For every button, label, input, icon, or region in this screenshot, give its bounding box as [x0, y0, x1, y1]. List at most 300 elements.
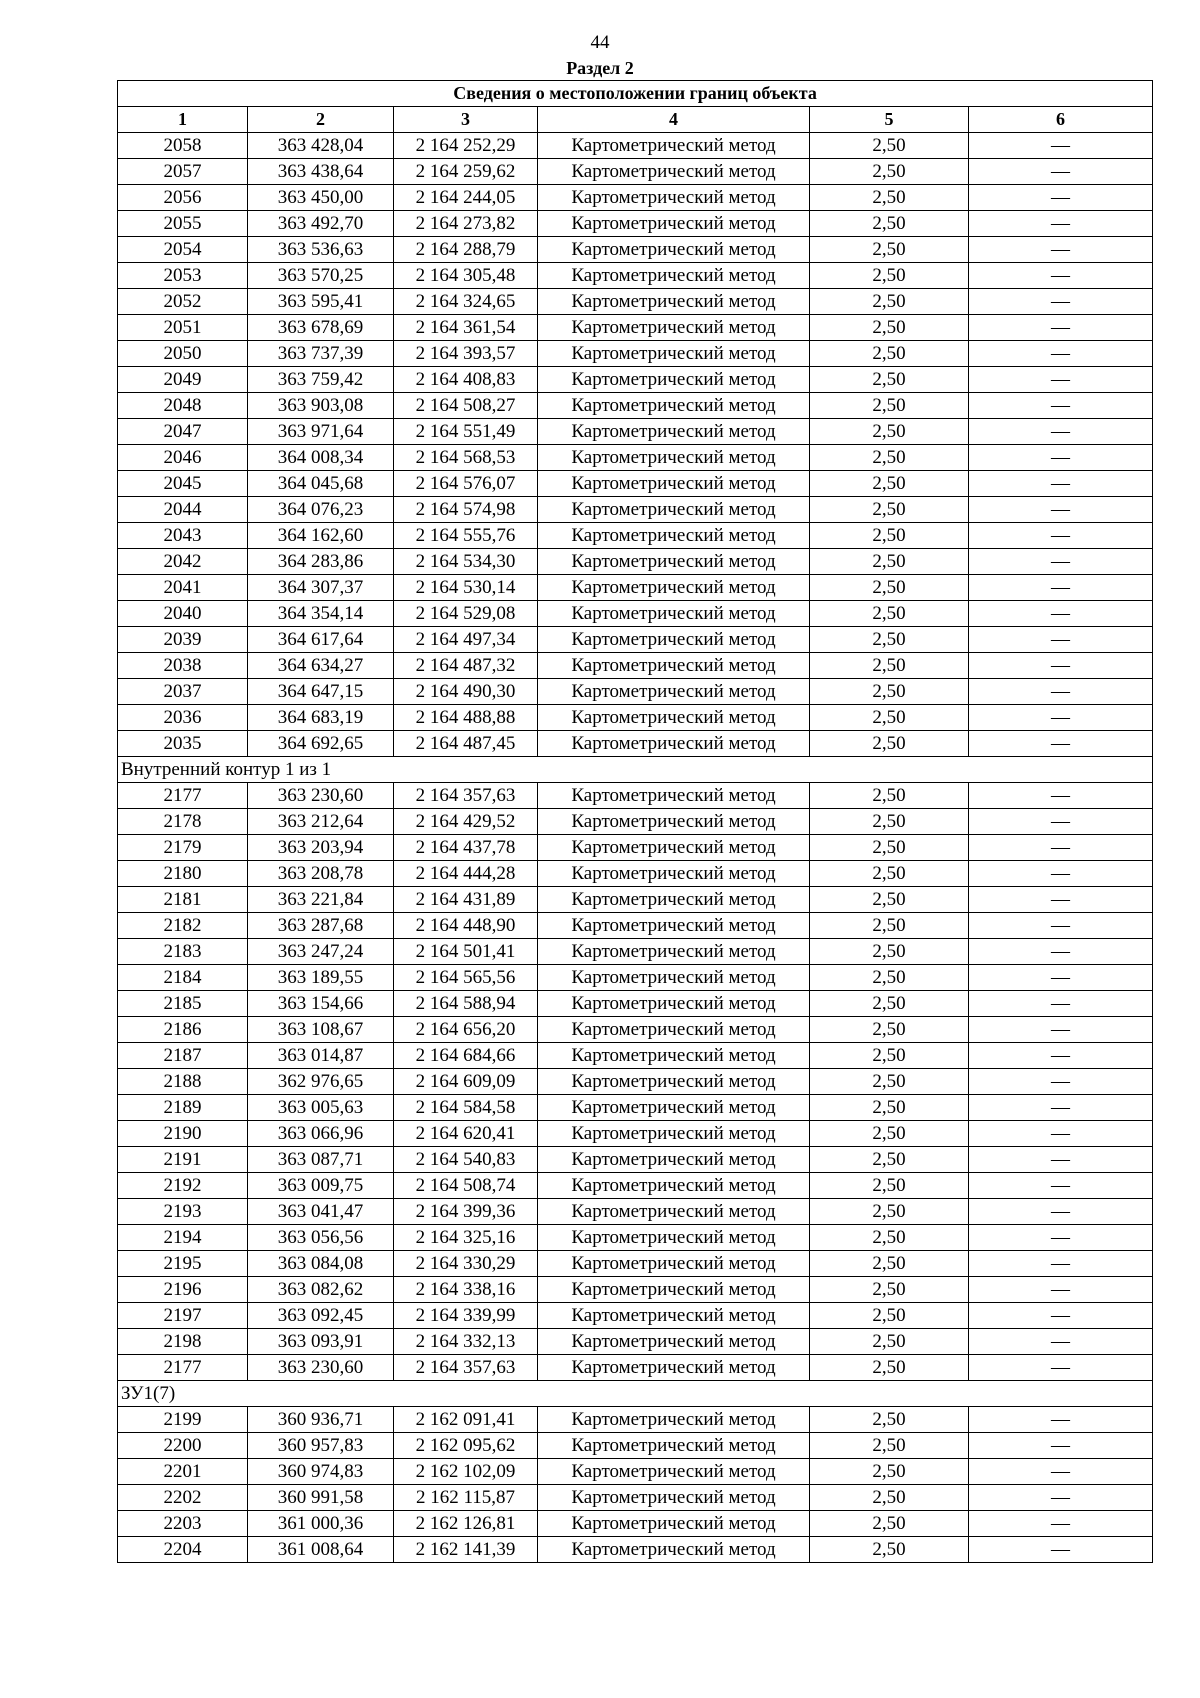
table-row [118, 575, 1153, 601]
table-cell: — [969, 601, 1153, 627]
table-cell: 364 692,65 [248, 731, 394, 757]
table-cell: 2180 [118, 861, 248, 887]
table-cell: 363 595,41 [248, 289, 394, 315]
table-cell: 2,50 [810, 653, 969, 679]
table-cell: 364 008,34 [248, 445, 394, 471]
column-header-row [118, 107, 1153, 133]
table-cell: 2,50 [810, 523, 969, 549]
table-cell: 2 164 444,28 [394, 861, 538, 887]
table-cell: 2204 [118, 1537, 248, 1563]
table-cell: Картометрический метод [538, 1537, 810, 1563]
table-cell: 2,50 [810, 1329, 969, 1355]
table-cell: 2197 [118, 1303, 248, 1329]
table-cell: 362 976,65 [248, 1069, 394, 1095]
table-cell: 2183 [118, 939, 248, 965]
table-cell: 2,50 [810, 1173, 969, 1199]
table-cell: 2,50 [810, 965, 969, 991]
table-cell: 2 164 534,30 [394, 549, 538, 575]
column-header: 5 [810, 107, 969, 133]
table-row [118, 1121, 1153, 1147]
table-cell: Картометрический метод [538, 861, 810, 887]
table-cell: 2,50 [810, 731, 969, 757]
table-cell: 2,50 [810, 1485, 969, 1511]
table-cell: 363 056,56 [248, 1225, 394, 1251]
table-cell: 2,50 [810, 211, 969, 237]
table-cell: Картометрический метод [538, 289, 810, 315]
table-row [118, 1433, 1153, 1459]
table-cell: 2 164 357,63 [394, 1355, 538, 1381]
table-cell: 2 164 393,57 [394, 341, 538, 367]
table-row [118, 1095, 1153, 1121]
table-cell: 2,50 [810, 939, 969, 965]
table-cell: 2,50 [810, 1407, 969, 1433]
table-cell: 2039 [118, 627, 248, 653]
table-row [118, 263, 1153, 289]
table-row [118, 939, 1153, 965]
table-cell: Картометрический метод [538, 1199, 810, 1225]
table-cell: 2,50 [810, 341, 969, 367]
table-cell: 363 247,24 [248, 939, 394, 965]
table-cell: 2,50 [810, 783, 969, 809]
table-cell: Картометрический метод [538, 1511, 810, 1537]
table-row [118, 1329, 1153, 1355]
table-cell: Картометрический метод [538, 1251, 810, 1277]
table-cell: 363 093,91 [248, 1329, 394, 1355]
table-cell: 2,50 [810, 991, 969, 1017]
table-cell: 2 164 244,05 [394, 185, 538, 211]
table-row [118, 367, 1153, 393]
table-cell: — [969, 991, 1153, 1017]
table-cell: 363 221,84 [248, 887, 394, 913]
table-cell: 2 164 399,36 [394, 1199, 538, 1225]
table-cell: 2 162 126,81 [394, 1511, 538, 1537]
table-cell: — [969, 1043, 1153, 1069]
table-cell: Картометрический метод [538, 939, 810, 965]
table-cell: 363 536,63 [248, 237, 394, 263]
table-cell: 2192 [118, 1173, 248, 1199]
table-row [118, 913, 1153, 939]
table-cell: 364 045,68 [248, 471, 394, 497]
table-cell: 363 971,64 [248, 419, 394, 445]
table-title: Сведения о местоположении границ объекта [118, 81, 1153, 107]
table-cell: 2054 [118, 237, 248, 263]
table-cell: 363 230,60 [248, 783, 394, 809]
table-cell: — [969, 913, 1153, 939]
table-cell: Картометрический метод [538, 965, 810, 991]
table-cell: 2047 [118, 419, 248, 445]
table-cell: — [969, 497, 1153, 523]
table-row [118, 861, 1153, 887]
table-cell: — [969, 445, 1153, 471]
table-cell: — [969, 1537, 1153, 1563]
table-row [118, 1537, 1153, 1563]
table-cell: 2,50 [810, 679, 969, 705]
table-cell: Картометрический метод [538, 1433, 810, 1459]
table-row [118, 1277, 1153, 1303]
table-cell: Картометрический метод [538, 679, 810, 705]
table-cell: 2 164 490,30 [394, 679, 538, 705]
table-row [118, 159, 1153, 185]
table-cell: — [969, 653, 1153, 679]
table-cell: 2193 [118, 1199, 248, 1225]
table-cell: — [969, 1095, 1153, 1121]
table-cell: 2052 [118, 289, 248, 315]
table-cell: Картометрический метод [538, 835, 810, 861]
table-row [118, 1173, 1153, 1199]
table-cell: 2 164 339,99 [394, 1303, 538, 1329]
boundary-table [117, 80, 1153, 1563]
table-cell: 2050 [118, 341, 248, 367]
table-cell: Картометрический метод [538, 1121, 810, 1147]
table-cell: — [969, 1407, 1153, 1433]
table-cell: 363 203,94 [248, 835, 394, 861]
table-row [118, 1303, 1153, 1329]
table-cell: 2 164 565,56 [394, 965, 538, 991]
table-cell: 363 041,47 [248, 1199, 394, 1225]
column-header: 4 [538, 107, 810, 133]
table-cell: — [969, 705, 1153, 731]
table-row [118, 237, 1153, 263]
table-row [118, 965, 1153, 991]
table-cell: Картометрический метод [538, 809, 810, 835]
table-cell: 363 230,60 [248, 1355, 394, 1381]
table-row [118, 497, 1153, 523]
table-cell: Картометрический метод [538, 1173, 810, 1199]
table-cell: 363 570,25 [248, 263, 394, 289]
table-cell: 360 991,58 [248, 1485, 394, 1511]
table-cell: Картометрический метод [538, 237, 810, 263]
table-cell: 2 164 330,29 [394, 1251, 538, 1277]
table-cell: 2 164 508,27 [394, 393, 538, 419]
table-cell: 360 936,71 [248, 1407, 394, 1433]
table-cell: Картометрический метод [538, 1095, 810, 1121]
table-cell: — [969, 1147, 1153, 1173]
table-cell: — [969, 211, 1153, 237]
column-header: 6 [969, 107, 1153, 133]
table-body [118, 133, 1153, 1563]
table-cell: 2198 [118, 1329, 248, 1355]
table-row [118, 991, 1153, 1017]
table-cell: — [969, 341, 1153, 367]
table-row [118, 289, 1153, 315]
table-cell: — [969, 965, 1153, 991]
table-cell: Картометрический метод [538, 887, 810, 913]
table-cell: 363 154,66 [248, 991, 394, 1017]
table-cell: Картометрический метод [538, 783, 810, 809]
table-row [118, 679, 1153, 705]
table-cell: Картометрический метод [538, 1017, 810, 1043]
table-cell: 2 164 338,16 [394, 1277, 538, 1303]
table-row [118, 653, 1153, 679]
table-cell: 2 164 684,66 [394, 1043, 538, 1069]
table-cell: 2049 [118, 367, 248, 393]
table-cell: Картометрический метод [538, 367, 810, 393]
table-cell: 363 082,62 [248, 1277, 394, 1303]
table-cell: 360 974,83 [248, 1459, 394, 1485]
table-cell: 2 164 540,83 [394, 1147, 538, 1173]
table-cell: Картометрический метод [538, 1277, 810, 1303]
table-cell: Картометрический метод [538, 445, 810, 471]
table-cell: Картометрический метод [538, 1329, 810, 1355]
table-cell: — [969, 627, 1153, 653]
table-cell: — [969, 575, 1153, 601]
table-cell: — [969, 835, 1153, 861]
table-cell: 2,50 [810, 419, 969, 445]
table-cell: 2 162 095,62 [394, 1433, 538, 1459]
table-cell: 2 164 325,16 [394, 1225, 538, 1251]
table-row [118, 1355, 1153, 1381]
table-row [118, 1147, 1153, 1173]
table-cell: 2,50 [810, 627, 969, 653]
table-cell: 364 307,37 [248, 575, 394, 601]
table-cell: 363 092,45 [248, 1303, 394, 1329]
table-cell: 2056 [118, 185, 248, 211]
table-cell: 363 492,70 [248, 211, 394, 237]
table-cell: 363 438,64 [248, 159, 394, 185]
table-cell: 2 164 357,63 [394, 783, 538, 809]
table-cell: 2 162 141,39 [394, 1537, 538, 1563]
table-cell: 363 287,68 [248, 913, 394, 939]
table-cell: Картометрический метод [538, 211, 810, 237]
table-cell: 2 164 501,41 [394, 939, 538, 965]
table-cell: 363 066,96 [248, 1121, 394, 1147]
table-cell: 2194 [118, 1225, 248, 1251]
table-cell: Картометрический метод [538, 1043, 810, 1069]
table-cell: Картометрический метод [538, 705, 810, 731]
table-cell: 2,50 [810, 1459, 969, 1485]
table-cell: Картометрический метод [538, 133, 810, 159]
table-cell: 2,50 [810, 887, 969, 913]
table-cell: — [969, 549, 1153, 575]
table-cell: Картометрический метод [538, 1485, 810, 1511]
table-cell: 2036 [118, 705, 248, 731]
table-cell: 2 164 488,88 [394, 705, 538, 731]
table-cell: Картометрический метод [538, 627, 810, 653]
table-cell: 2185 [118, 991, 248, 1017]
table-cell: 2,50 [810, 315, 969, 341]
table-cell: 2 164 487,32 [394, 653, 538, 679]
table-cell: 2184 [118, 965, 248, 991]
table-cell: 2,50 [810, 471, 969, 497]
table-cell: 2 164 508,74 [394, 1173, 538, 1199]
table-cell: Картометрический метод [538, 497, 810, 523]
table-cell: 2053 [118, 263, 248, 289]
table-cell: 2048 [118, 393, 248, 419]
table-cell: 2190 [118, 1121, 248, 1147]
table-cell: 2 164 656,20 [394, 1017, 538, 1043]
table-row [118, 731, 1153, 757]
table-row [118, 471, 1153, 497]
table-cell: Картометрический метод [538, 523, 810, 549]
table-cell: — [969, 237, 1153, 263]
table-cell: — [969, 419, 1153, 445]
table-cell: 2041 [118, 575, 248, 601]
table-cell: 2,50 [810, 913, 969, 939]
table-cell: 2,50 [810, 185, 969, 211]
table-row [118, 133, 1153, 159]
table-cell: Картометрический метод [538, 601, 810, 627]
table-cell: 2203 [118, 1511, 248, 1537]
table-cell: — [969, 1121, 1153, 1147]
table-cell: — [969, 809, 1153, 835]
table-cell: Картометрический метод [538, 471, 810, 497]
table-row [118, 1199, 1153, 1225]
table-cell: 2040 [118, 601, 248, 627]
table-cell: 2051 [118, 315, 248, 341]
table-cell: 2058 [118, 133, 248, 159]
table-cell: — [969, 1303, 1153, 1329]
table-cell: Картометрический метод [538, 1355, 810, 1381]
table-cell: 363 450,00 [248, 185, 394, 211]
table-cell: — [969, 1459, 1153, 1485]
table-cell: 363 087,71 [248, 1147, 394, 1173]
table-cell: 2 162 091,41 [394, 1407, 538, 1433]
table-row [118, 601, 1153, 627]
table-row [118, 211, 1153, 237]
table-cell: 2,50 [810, 705, 969, 731]
table-row [118, 627, 1153, 653]
table-cell: 2 164 324,65 [394, 289, 538, 315]
table-cell: 364 634,27 [248, 653, 394, 679]
table-cell: 2 164 408,83 [394, 367, 538, 393]
table-cell: — [969, 1485, 1153, 1511]
table-row [118, 1485, 1153, 1511]
table-cell: 2186 [118, 1017, 248, 1043]
table-cell: 2038 [118, 653, 248, 679]
table-cell: 2177 [118, 1355, 248, 1381]
table-row [118, 445, 1153, 471]
table-cell: 2,50 [810, 1017, 969, 1043]
table-row [118, 185, 1153, 211]
table-row [118, 341, 1153, 367]
table-cell: 363 737,39 [248, 341, 394, 367]
table-row [118, 705, 1153, 731]
table-cell: 2201 [118, 1459, 248, 1485]
table-cell: 2057 [118, 159, 248, 185]
table-cell: 2,50 [810, 549, 969, 575]
table-cell: 2,50 [810, 835, 969, 861]
table-cell: 2 164 429,52 [394, 809, 538, 835]
table-cell: 2,50 [810, 367, 969, 393]
table-cell: 361 000,36 [248, 1511, 394, 1537]
table-cell: — [969, 1511, 1153, 1537]
table-cell: 364 162,60 [248, 523, 394, 549]
table-cell: 2,50 [810, 1043, 969, 1069]
table-cell: — [969, 523, 1153, 549]
table-cell: 2,50 [810, 809, 969, 835]
table-cell: 2178 [118, 809, 248, 835]
table-cell: Картометрический метод [538, 913, 810, 939]
table-cell: 2042 [118, 549, 248, 575]
table-cell: 2 164 252,29 [394, 133, 538, 159]
table-cell: 2 164 487,45 [394, 731, 538, 757]
table-cell: 2,50 [810, 237, 969, 263]
table-cell: Картометрический метод [538, 393, 810, 419]
table-cell: 2,50 [810, 1511, 969, 1537]
table-cell: 361 008,64 [248, 1537, 394, 1563]
table-cell: 2,50 [810, 575, 969, 601]
table-cell: 2,50 [810, 1355, 969, 1381]
table-cell: 2188 [118, 1069, 248, 1095]
section-label: Внутренний контур 1 из 1 [118, 757, 1153, 783]
table-cell: 2 164 574,98 [394, 497, 538, 523]
section-label-row [118, 757, 1153, 783]
table-row [118, 1069, 1153, 1095]
table-cell: 2 162 115,87 [394, 1485, 538, 1511]
table-cell: Картометрический метод [538, 419, 810, 445]
table-cell: Картометрический метод [538, 1147, 810, 1173]
table-cell: — [969, 783, 1153, 809]
table-cell: Картометрический метод [538, 991, 810, 1017]
table-cell: 2 162 102,09 [394, 1459, 538, 1485]
table-cell: — [969, 393, 1153, 419]
table-cell: — [969, 1251, 1153, 1277]
table-row [118, 393, 1153, 419]
table-row [118, 549, 1153, 575]
table-row [118, 887, 1153, 913]
table-cell: 2202 [118, 1485, 248, 1511]
table-cell: 2199 [118, 1407, 248, 1433]
column-header: 3 [394, 107, 538, 133]
table-cell: 2 164 273,82 [394, 211, 538, 237]
table-cell: — [969, 133, 1153, 159]
table-cell: 363 108,67 [248, 1017, 394, 1043]
table-cell: 2 164 259,62 [394, 159, 538, 185]
table-cell: 2177 [118, 783, 248, 809]
table-cell: Картометрический метод [538, 575, 810, 601]
table-cell: 2 164 588,94 [394, 991, 538, 1017]
table-cell: 2187 [118, 1043, 248, 1069]
table-cell: Картометрический метод [538, 1459, 810, 1485]
table-cell: 2179 [118, 835, 248, 861]
table-cell: 363 009,75 [248, 1173, 394, 1199]
table-cell: 2 164 448,90 [394, 913, 538, 939]
section-title: Раздел 2 [566, 58, 634, 78]
table-cell: 2,50 [810, 601, 969, 627]
table-cell: 2 164 576,07 [394, 471, 538, 497]
table-cell: 2 164 361,54 [394, 315, 538, 341]
table-cell: 2189 [118, 1095, 248, 1121]
table-cell: 2182 [118, 913, 248, 939]
table-cell: 364 076,23 [248, 497, 394, 523]
page-number: 44 [590, 32, 610, 53]
table-cell: 2037 [118, 679, 248, 705]
table-cell: 2,50 [810, 1225, 969, 1251]
table-cell: — [969, 939, 1153, 965]
table-cell: 363 678,69 [248, 315, 394, 341]
table-cell: 363 759,42 [248, 367, 394, 393]
table-cell: 364 617,64 [248, 627, 394, 653]
table-cell: — [969, 367, 1153, 393]
table-cell: 2 164 288,79 [394, 237, 538, 263]
table-cell: — [969, 1173, 1153, 1199]
table-cell: Картометрический метод [538, 185, 810, 211]
table-cell: — [969, 263, 1153, 289]
table-cell: Картометрический метод [538, 1225, 810, 1251]
table-cell: 2,50 [810, 1121, 969, 1147]
table-row [118, 835, 1153, 861]
table-cell: 2,50 [810, 289, 969, 315]
table-cell: 364 647,15 [248, 679, 394, 705]
table-cell: 2,50 [810, 1069, 969, 1095]
table-cell: Картометрический метод [538, 1303, 810, 1329]
table-row [118, 315, 1153, 341]
table-cell: — [969, 471, 1153, 497]
table-cell: 2,50 [810, 263, 969, 289]
table-cell: 2,50 [810, 497, 969, 523]
table-cell: — [969, 679, 1153, 705]
table-row [118, 1225, 1153, 1251]
